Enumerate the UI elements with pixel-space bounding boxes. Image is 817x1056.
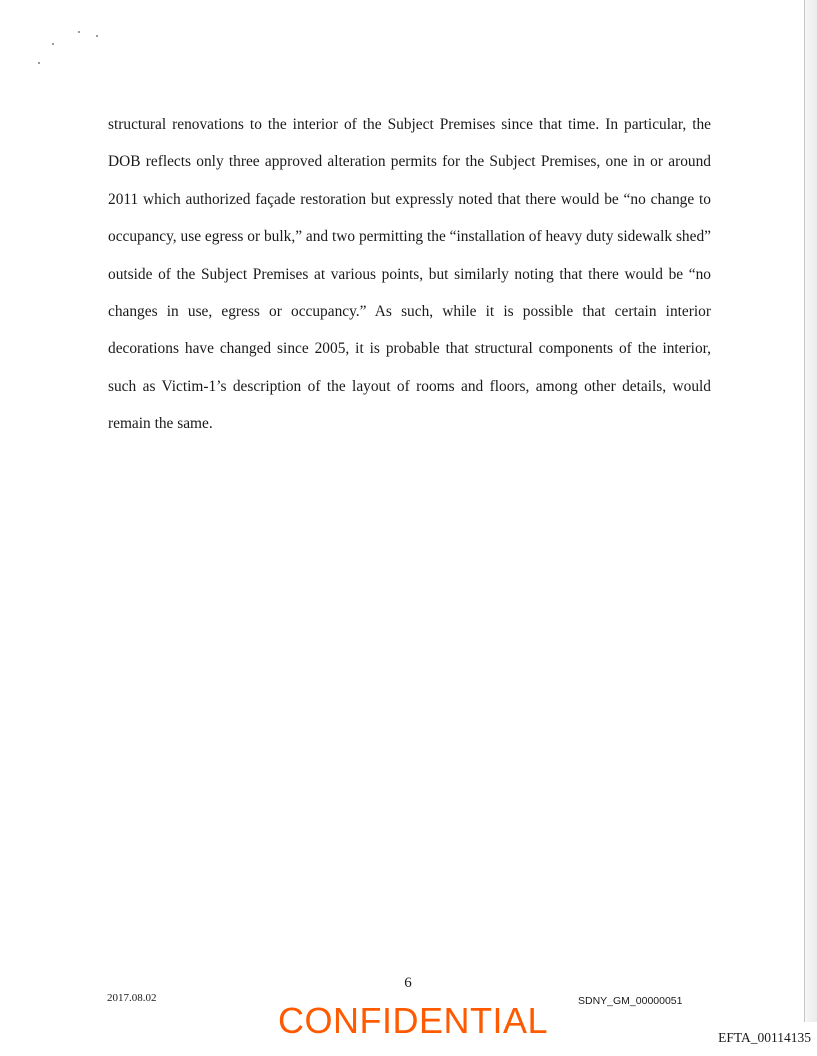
page-edge xyxy=(804,0,817,1022)
page-number: 6 xyxy=(404,975,412,991)
bates-number: SDNY_GM_00000051 xyxy=(578,995,683,1007)
confidential-stamp: CONFIDENTIAL xyxy=(278,1000,549,1041)
body-paragraph: structural renovations to the interior of the Subject Premises since that time. In particular, the DOB reflects only three approved alteration permits for the Subject Premises, one in or around 2011 which authorized façade restoration but expressly noted that there would be “no change to occupancy, use egress or bulk,” and two permitting the “installation of heavy duty sidewalk shed” outside of the Subject Premises at various points, but similarly noting that there would be “no changes in use, egress or occupancy.” As such, while it is possible that certain interior decorations have changed since 2005, it is probable that structural components of the interior, such as Victim-1’s description of the layout of rooms and floors, among other details, would remain the same. xyxy=(108,116,711,433)
scan-speck xyxy=(52,43,54,45)
document-date: 2017.08.02 xyxy=(107,992,157,1004)
scan-speck xyxy=(96,35,98,37)
scan-speck xyxy=(78,31,80,33)
scan-speck xyxy=(38,62,40,64)
efta-number: EFTA_00114135 xyxy=(718,1030,811,1045)
